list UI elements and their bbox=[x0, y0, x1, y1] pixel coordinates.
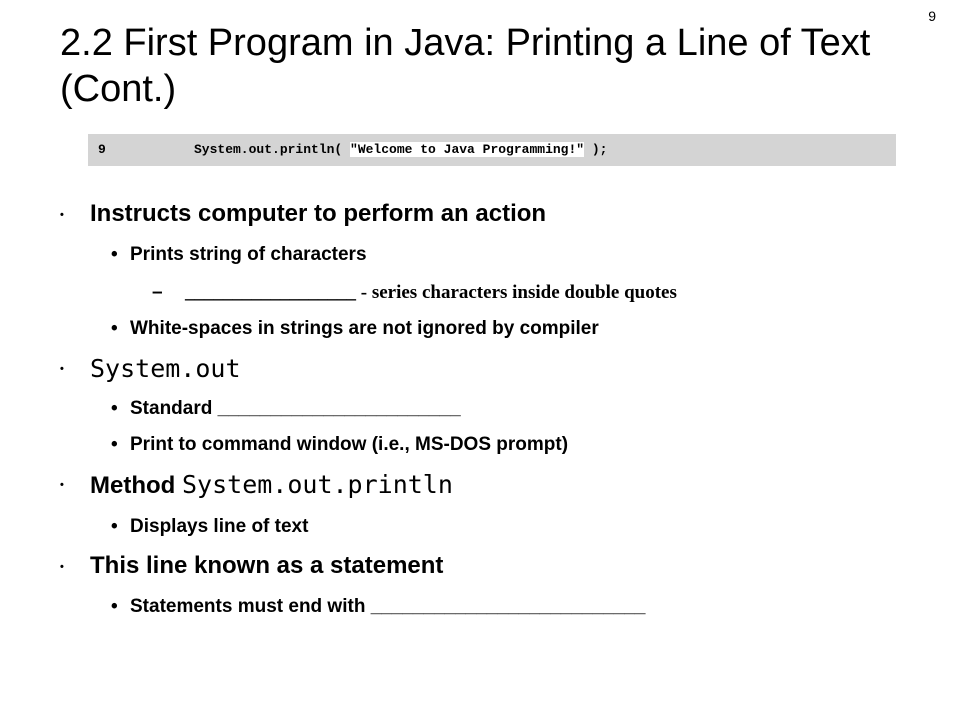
bullet-marker: • bbox=[60, 479, 64, 491]
bullet-marker: • bbox=[111, 434, 118, 455]
bullet-text: - series characters inside double quotes bbox=[356, 282, 677, 303]
bullet-text: Instructs computer to perform an action bbox=[90, 200, 547, 227]
sub-bullet-displays-line bbox=[111, 516, 309, 538]
sub-bullet-statements-end bbox=[111, 596, 646, 618]
bullet-text: This line known as a statement bbox=[90, 552, 444, 579]
bullet-system-out bbox=[60, 354, 241, 384]
bullet-marker: • bbox=[60, 363, 64, 375]
bullet-text: Method bbox=[90, 472, 182, 499]
code-line bbox=[194, 142, 607, 157]
bullet-text: Statements must end with __________________________ bbox=[130, 596, 646, 617]
code-text-before: System.out.println( bbox=[194, 142, 351, 157]
sub-bullet-standard bbox=[111, 398, 461, 420]
bullet-marker: • bbox=[111, 398, 118, 419]
sub-bullet-prints-string bbox=[111, 244, 367, 266]
bullet-marker: • bbox=[60, 561, 64, 573]
sub-bullet-whitespace bbox=[111, 318, 599, 340]
bullet-text: Displays line of text bbox=[130, 516, 309, 537]
slide-page-number: 9 bbox=[928, 8, 936, 24]
sub-bullet-command-window bbox=[111, 434, 569, 456]
bullet-statement bbox=[60, 552, 444, 580]
bullet-marker: • bbox=[111, 516, 118, 537]
blank-line: __________________ bbox=[185, 282, 356, 303]
code-term: System.out.println bbox=[181, 470, 453, 499]
bullet-text: White-spaces in strings are not ignored by compiler bbox=[130, 318, 599, 339]
code-text-after: ); bbox=[584, 142, 608, 157]
bullet-text: Print to command window (i.e., MS-DOS prompt) bbox=[130, 434, 569, 455]
bullet-marker: • bbox=[111, 596, 118, 617]
bullet-instructs-action bbox=[60, 200, 547, 228]
dash-marker: – bbox=[152, 282, 163, 303]
code-line-number: 9 bbox=[98, 142, 106, 157]
slide-title: 2.2 First Program in Java: Printing a Line of Text (Cont.) bbox=[60, 22, 871, 110]
code-string-literal: "Welcome to Java Programming!" bbox=[350, 142, 585, 157]
bullet-text: Standard _______________________ bbox=[130, 398, 461, 419]
sub-sub-bullet-string-definition bbox=[152, 282, 677, 304]
bullet-marker: • bbox=[111, 318, 118, 339]
bullet-method-println bbox=[60, 470, 453, 500]
code-term: System.out bbox=[90, 354, 241, 383]
code-snippet bbox=[88, 134, 896, 166]
bullet-marker: • bbox=[111, 244, 118, 265]
bullet-marker: • bbox=[60, 209, 64, 221]
bullet-text: Prints string of characters bbox=[130, 244, 367, 265]
